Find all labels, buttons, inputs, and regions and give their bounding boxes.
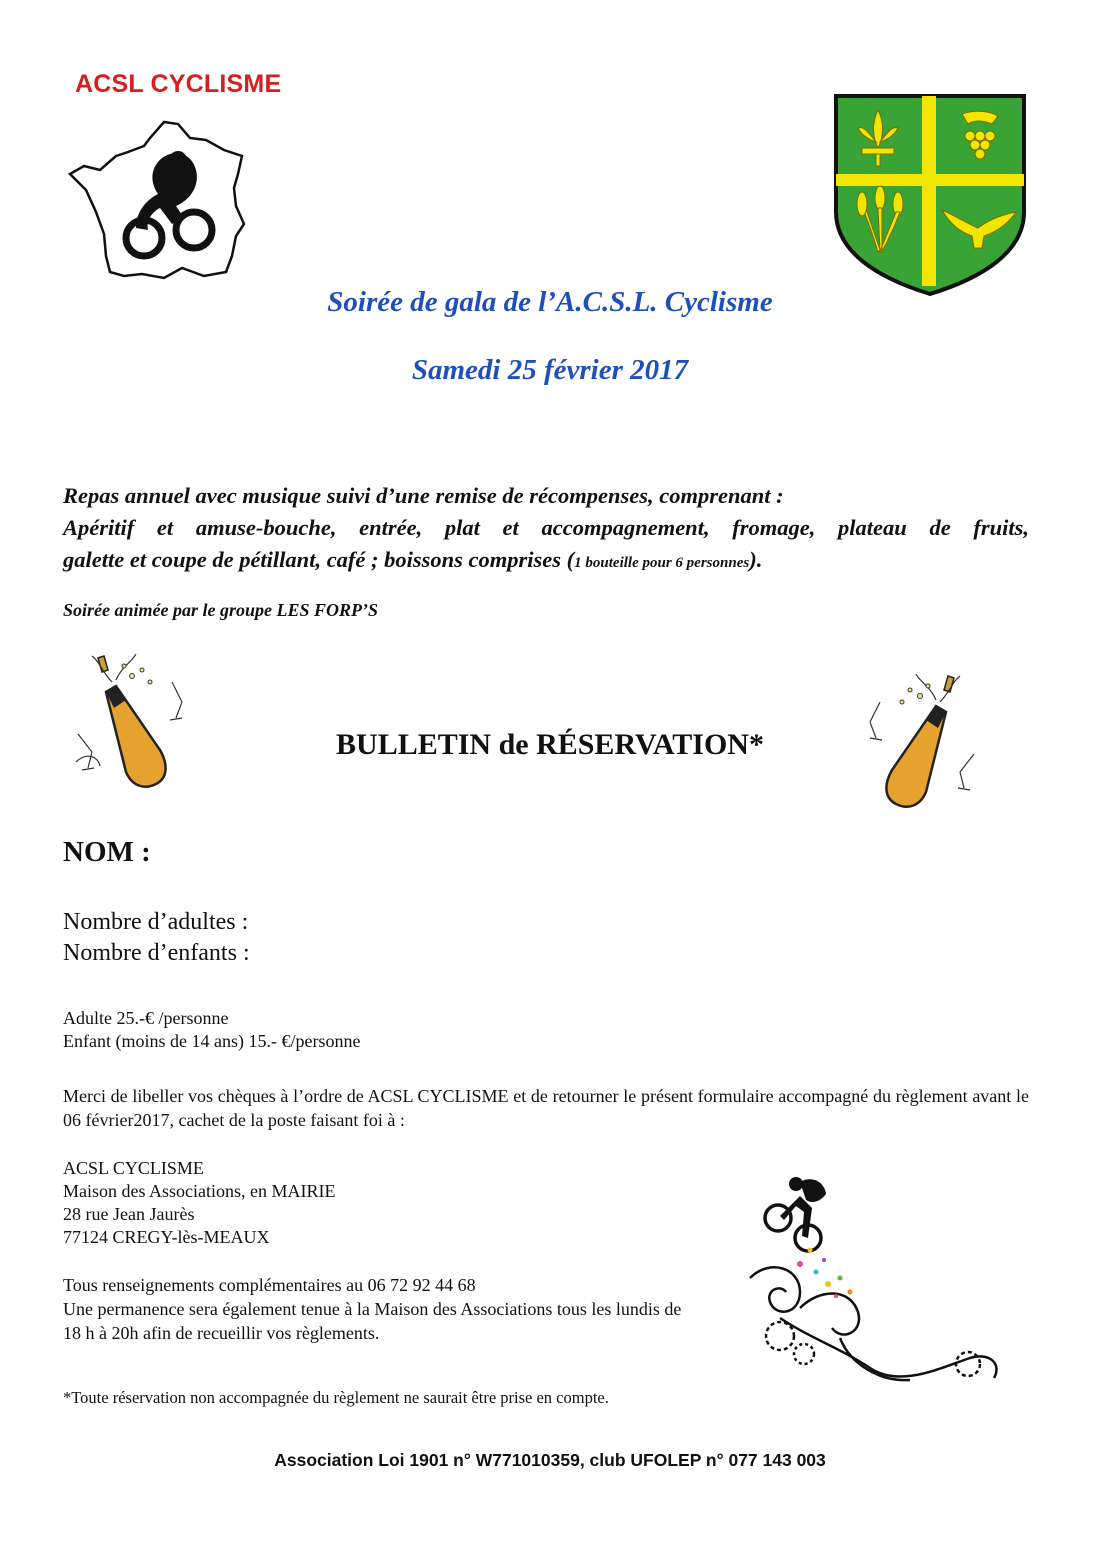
child-price: Enfant (moins de 14 ans) 15.- €/personne	[63, 1031, 361, 1051]
info-block	[63, 1273, 703, 1345]
event-description	[63, 480, 1029, 579]
prices-block	[63, 1007, 360, 1053]
address-line-3: 28 rue Jean Jaurès	[63, 1204, 195, 1224]
description-line-3-main: galette et coupe de pétillant, café ; boissons comprises (	[63, 547, 575, 572]
adult-price: Adulte 25.-€ /personne	[63, 1008, 229, 1028]
champagne-bottle-icon	[72, 652, 202, 792]
event-date: Samedi 25 février 2017	[411, 354, 689, 386]
description-line-3-small: 1 bouteille pour 6 personnes	[574, 555, 750, 571]
description-line-2: Apéritif et amuse-bouche, entrée, plat et accompagnement, fromage, plateau de fruits,	[63, 515, 1029, 540]
reservation-note: *Toute réservation non accompagnée du règlement ne saurait être prise en compte.	[63, 1388, 609, 1407]
description-line-1: Repas annuel avec musique suivi d’une remise de récompenses, comprenant :	[63, 483, 784, 508]
club-name: ACSL CYCLISME	[75, 70, 282, 98]
permanence-line: Une permanence sera également tenue à la Maison des Associations tous les lundis de 18 h à 20h afin de recueillir vos règlements.	[63, 1299, 682, 1343]
champagne-bottle-icon	[850, 672, 980, 812]
cyclist-icon	[126, 151, 212, 256]
event-title: Soirée de gala de l’A.C.S.L. Cyclisme	[327, 286, 773, 318]
phone-line: Tous renseignements complémentaires au 06 72 92 44 68	[63, 1275, 476, 1295]
adults-label: Nombre d’adultes :	[63, 909, 249, 935]
nom-label: NOM :	[63, 836, 151, 868]
club-logo	[66, 116, 248, 286]
address-line-1: ACSL CYCLISME	[63, 1158, 204, 1178]
description-line-3	[63, 544, 1029, 579]
description-line-3-end: ).	[749, 547, 763, 572]
bmx-rider-icon	[765, 1177, 826, 1251]
payment-instructions: Merci de libeller vos chèques à l’ordre de ACSL CYCLISME et de retourner le présent formulaire accompagné du règlement avant le 06 février2017, cachet de la poste faisant foi à :	[63, 1086, 1029, 1130]
cyclist-swirl-illustration	[740, 1168, 1010, 1403]
animation-line: Soirée animée par le groupe LES FORP’S	[63, 600, 379, 620]
bulletin-heading: BULLETIN de RÉSERVATION*	[336, 728, 764, 761]
address-line-4: 77124 CREGY-lès-MEAUX	[63, 1227, 270, 1247]
coat-of-arms	[832, 92, 1028, 298]
postal-address	[63, 1157, 335, 1249]
footer-association: Association Loi 1901 n° W771010359, club UFOLEP n° 077 143 003	[274, 1450, 826, 1470]
children-label: Nombre d’enfants :	[63, 940, 250, 966]
address-line-2: Maison des Associations, en MAIRIE	[63, 1181, 336, 1201]
counts-block	[63, 907, 250, 969]
